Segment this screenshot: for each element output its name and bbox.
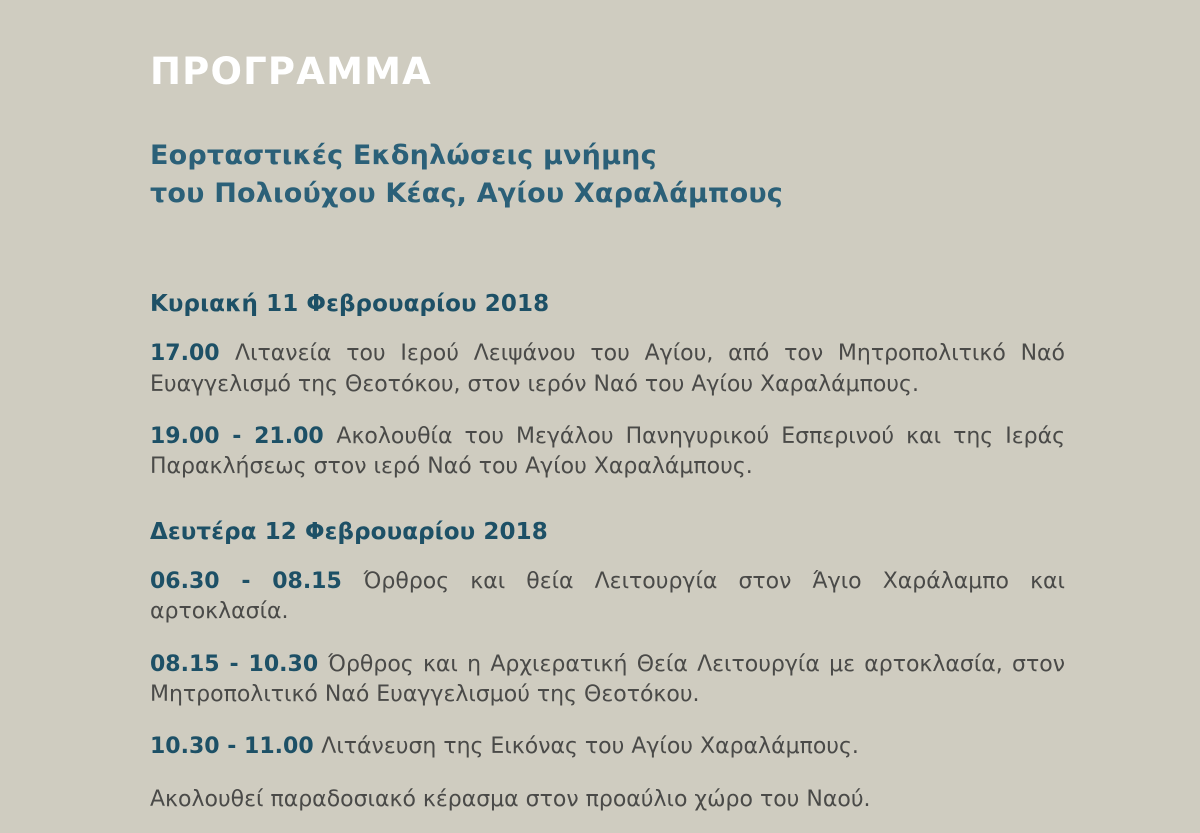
page-title: ΠΡΟΓΡΑΜΜΑ (150, 50, 432, 93)
entry-text: Λιτάνευση της Εικόνας του Αγίου Χαραλάμπους. (321, 734, 859, 760)
entry-text: Όρθρος και θεία Λειτουργία στον Άγιο Χαράλαμπο και αρτοκλασία. (150, 568, 1065, 625)
schedule-entry (150, 785, 1065, 815)
schedule-entry (150, 650, 1065, 711)
subtitle-line-1: Εορταστικές Εκδηλώσεις μνήμης (150, 139, 657, 171)
schedule-entry (150, 732, 1065, 762)
entry-time: 08.15 - 10.30 (150, 651, 329, 677)
subtitle-line-2: του Πολιούχου Κέας, Αγίου Χαραλάμπους (150, 178, 783, 210)
entry-text: Ακολουθία του Μεγάλου Πανηγυρικού Εσπερινού και της Ιεράς Παρακλήσεως στον ιερό Ναό του Αγίου Χαραλάμπους. (150, 424, 1065, 480)
entry-text: Ακολουθεί παραδοσιακό κέρασμα στον προαύλιο χώρο του Ναού. (150, 786, 871, 812)
entry-text: Όρθρος και η Αρχιερατική Θεία Λειτουργία με αρτοκλασία, στον Μητροπολιτικό Ναό Ευαγγελισμού της Θεοτόκου. (150, 651, 1065, 707)
day-heading: Δευτέρα 12 Φεβρουαρίου 2018 (150, 518, 548, 545)
schedule-entry (150, 339, 1065, 400)
poster-subtitle (150, 137, 1065, 214)
schedule-list (150, 291, 1065, 815)
schedule-entry (150, 422, 1065, 483)
entry-text: Λιτανεία του Ιερού Λειψάνου του Αγίου, από τον Μητροπολιτικό Ναό Ευαγγελισμό της Θεοτόκου, στον ιερόν Ναό του Αγίου Χαραλάμπους. (150, 341, 1065, 397)
entry-time: 17.00 (150, 341, 236, 367)
entry-time: 06.30 - 08.15 (150, 568, 364, 594)
day-heading: Κυριακή 11 Φεβρουαρίου 2018 (150, 291, 550, 318)
entry-time: 19.00 - 21.00 (150, 424, 337, 450)
day-block (150, 291, 1065, 482)
schedule-entry (150, 567, 1065, 628)
entry-time: 10.30 - 11.00 (150, 734, 322, 760)
day-block (150, 519, 1065, 815)
